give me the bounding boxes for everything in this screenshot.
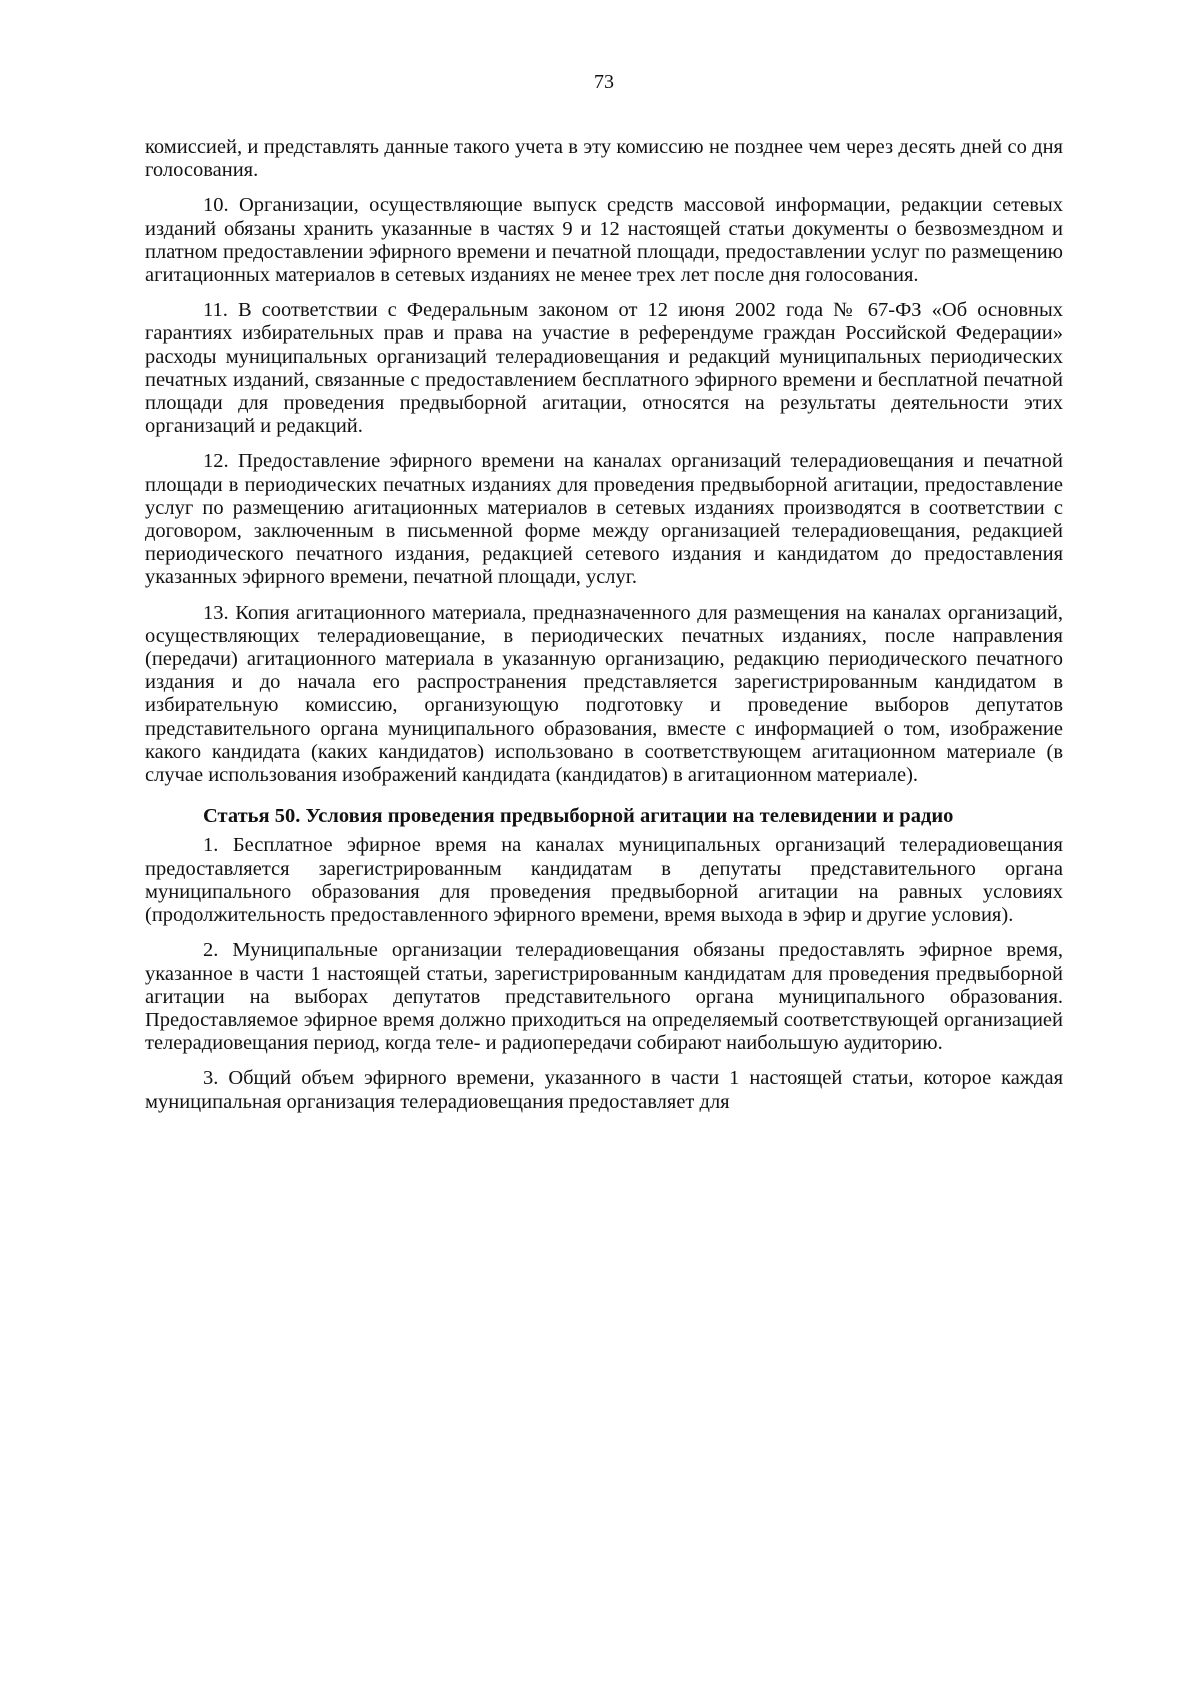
- paragraph-12: 12. Предоставление эфирного времени на каналах организаций телерадиовещания и печатной площади в периодических печатных изданиях для проведения предвыборной агитации, предоставление услуг по размещению агитационных материалов в сетевых изданиях производятся в соответствии с договором, заключенным в письменной форме между организацией телерадиовещания, редакцией периодического печатного издания, редакцией сетевого издания и кандидатом до предоставления указанных эфирного времени, печатной площади, услуг.: [145, 450, 1063, 589]
- article-title: Статья 50. Условия проведения предвыборной агитации на телевидении и радио: [203, 805, 954, 828]
- article-paragraph-2: 2. Муниципальные организации телерадиовещания обязаны предоставлять эфирное время, указанное в части 1 настоящей статьи, зарегистрированным кандидатам для проведения предвыборной агитации на выборах депутатов представительного органа муниципального образования. Предоставляемое эфирное время должно приходиться на определяемый соответствующей организацией телерадиовещания период, когда теле- и радиопередачи собирают наибольшую аудиторию.: [145, 939, 1063, 1055]
- paragraph-13: 13. Копия агитационного материала, предназначенного для размещения на каналах организаций, осуществляющих телерадиовещание, в периодических печатных изданиях, после направления (передачи) агитационного материала в указанную организацию, редакцию периодического печатного издания и до начала его распространения представляется зарегистрированным кандидатом в избирательную комиссию, организующую подготовку и проведение выборов депутатов представительного органа муниципального образования, вместе с информацией о том, изображение какого кандидата (каких кандидатов) использовано в соответствующем агитационном материале (в случае использования изображений кандидата (кандидатов) в агитационном материале).: [145, 601, 1063, 787]
- article-paragraph-3: 3. Общий объем эфирного времени, указанного в части 1 настоящей статьи, которое каждая муниципальная организация телерадиовещания предоставляет для: [145, 1067, 1063, 1113]
- paragraph-10: 10. Организации, осуществляющие выпуск средств массовой информации, редакции сетевых изданий обязаны хранить указанные в частях 9 и 12 настоящей статьи документы о безвозмездном и платном предоставлении эфирного времени и печатной площади, предоставлении услуг по размещению агитационных материалов в сетевых изданиях не менее трех лет после дня голосования.: [145, 194, 1063, 287]
- paragraph-11: 11. В соответствии с Федеральным законом от 12 июня 2002 года № 67-ФЗ «Об основных гарантиях избирательных прав и права на участие в референдуме граждан Российской Федерации» расходы муниципальных организаций телерадиовещания и редакций муниципальных периодических печатных изданий, связанные с предоставлением бесплатного эфирного времени и бесплатной печатной площади для проведения предвыборной агитации, относятся на результаты деятельности этих организаций и редакций.: [145, 299, 1063, 438]
- article-paragraph-1: 1. Бесплатное эфирное время на каналах муниципальных организаций телерадиовещания предоставляется зарегистрированным кандидатам в депутаты представительного органа муниципального образования для проведения предвыборной агитации на равных условиях (продолжительность предоставленного эфирного времени, время выхода в эфир и другие условия).: [145, 834, 1063, 927]
- article-heading: [145, 805, 1063, 828]
- paragraph-continuation: комиссией, и представлять данные такого учета в эту комиссию не позднее чем через десять дней со дня голосования.: [145, 136, 1063, 182]
- page-number: 73: [594, 71, 614, 93]
